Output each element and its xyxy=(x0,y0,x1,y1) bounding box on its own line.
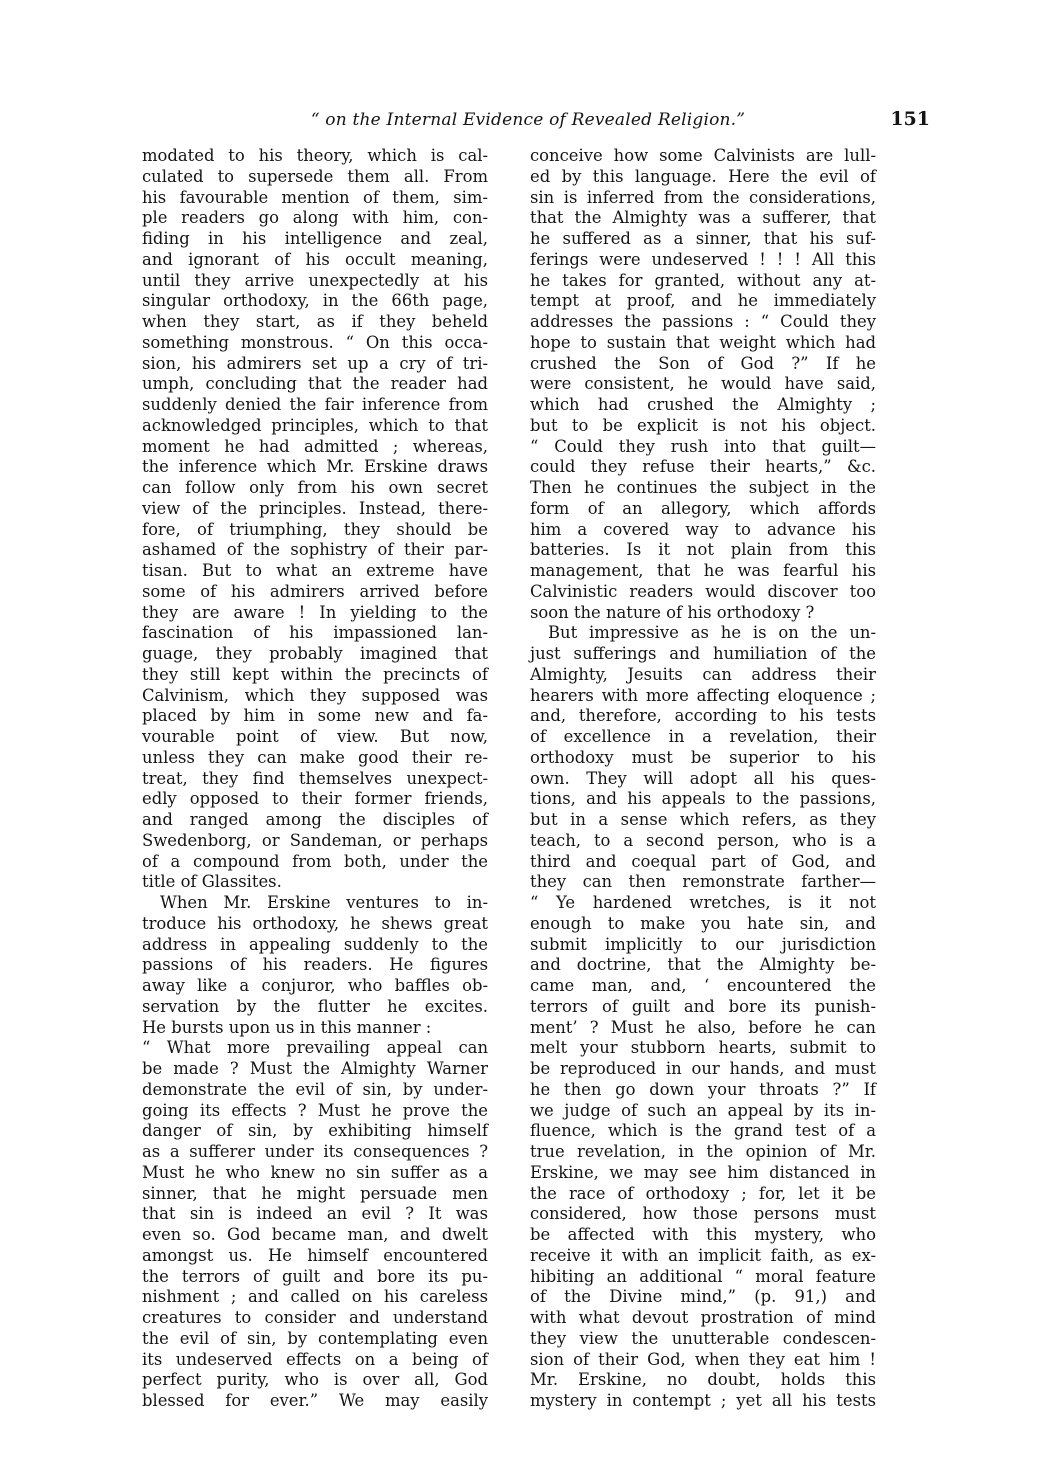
text-line: crushed the Son of God ?” If he xyxy=(530,353,876,373)
text-line: Then he continues the subject in the xyxy=(530,478,876,497)
page-number: 151 xyxy=(890,108,930,130)
text-line: ple readers go along with him, con- xyxy=(142,208,488,228)
text-line: but in a sense which refers, as they xyxy=(530,810,876,829)
text-line: and ignorant of his occult meaning, xyxy=(142,249,488,269)
text-line: were consistent, he would have said, xyxy=(530,374,876,394)
text-line: sion of their God, when they eat him ! xyxy=(530,1349,876,1369)
text-line: fore, of triumphing, they should be xyxy=(142,519,488,539)
text-line: suddenly denied the fair inference from xyxy=(142,395,488,414)
text-line: own. They will adopt all his ques- xyxy=(530,768,876,788)
text-line: melt your stubborn hearts, submit to xyxy=(530,1038,876,1058)
text-line: perfect purity, who is over all, God xyxy=(142,1370,488,1390)
text-line: unless they can make good their re- xyxy=(142,747,488,767)
text-line: vourable point of view. But now, xyxy=(142,727,488,746)
text-line: sinner, that he might persuade men xyxy=(142,1183,488,1203)
text-line: creatures to consider and understand xyxy=(142,1308,488,1327)
text-line: just sufferings and humiliation of the xyxy=(530,644,876,663)
text-line: demonstrate the evil of sin, by under- xyxy=(142,1079,488,1099)
text-line: the terrors of guilt and bore its pu- xyxy=(142,1266,488,1286)
text-line: be reproduced in our hands, and must xyxy=(530,1059,876,1078)
text-line: with what devout prostration of mind xyxy=(530,1308,876,1327)
text-line: He bursts upon us in this manner : xyxy=(142,1017,432,1037)
text-line: Mr. Erskine, no doubt, holds this xyxy=(530,1370,876,1390)
text-line: he takes for granted, without any at- xyxy=(530,270,876,290)
text-line: enough to make you hate sin, and xyxy=(530,913,876,933)
text-line: placed by him in some new and fa- xyxy=(142,706,488,726)
text-line: away like a conjuror, who baffles ob- xyxy=(142,976,488,995)
text-line: his favourable mention of them, sim- xyxy=(142,187,488,207)
text-line: considered, how those persons must xyxy=(530,1204,876,1224)
text-line: danger of sin, by exhibiting himself xyxy=(142,1121,488,1141)
text-line: sion, his admirers set up a cry of tri- xyxy=(142,353,488,373)
text-line: going its effects ? Must he prove the xyxy=(142,1100,488,1120)
text-line: hearers with more affecting eloquence ; xyxy=(530,685,876,705)
text-line: be made ? Must the Almighty Warner xyxy=(142,1059,488,1078)
text-line: that sin is indeed an evil ? It was xyxy=(142,1204,488,1224)
text-line: even so. God became man, and dwelt xyxy=(142,1225,488,1244)
text-line: as a sufferer under its consequences ? xyxy=(142,1142,488,1161)
text-line: But impressive as he is on the un- xyxy=(548,623,876,643)
text-line: blessed for ever.” We may easily xyxy=(142,1391,488,1410)
text-line: “ Could they rush into that guilt— xyxy=(530,436,876,456)
right-text-column xyxy=(530,146,876,1412)
text-line: servation by the flutter he excites. xyxy=(142,996,488,1016)
text-line: he then go down your throats ?” If xyxy=(530,1079,876,1099)
text-line: fascination of his impassioned lan- xyxy=(142,623,488,643)
text-line: soon the nature of his orthodoxy ? xyxy=(530,602,815,622)
text-line: moment he had admitted ; whereas, xyxy=(142,436,488,456)
text-line: When Mr. Erskine ventures to in- xyxy=(160,893,488,912)
text-line: mystery in contempt ; yet all his tests xyxy=(530,1391,876,1410)
text-line: and ranged among the disciples of xyxy=(142,810,488,829)
text-line: came man, and, ‘ encountered the xyxy=(530,976,876,995)
text-line: title of Glassites. xyxy=(142,872,282,892)
text-line: until they arrive unexpectedly at his xyxy=(142,270,488,290)
text-line: and, therefore, according to his tests xyxy=(530,706,876,726)
text-line: of excellence in a revelation, their xyxy=(530,727,876,746)
text-line: “ Ye hardened wretches, is it not xyxy=(530,893,876,912)
text-line: can follow only from his own secret xyxy=(142,478,488,497)
text-line: tempt at proof, and he immediately xyxy=(530,291,876,311)
text-line: guage, they probably imagined that xyxy=(142,644,488,663)
text-line: be affected with this mystery, who xyxy=(530,1225,876,1244)
text-line: that the Almighty was a sufferer, that xyxy=(530,208,876,228)
text-line: the evil of sin, by contemplating even xyxy=(142,1328,488,1348)
text-line: view of the principles. Instead, there- xyxy=(142,498,488,518)
text-line: Must he who knew no sin suffer as a xyxy=(142,1162,488,1182)
text-line: Calvinistic readers would discover too xyxy=(530,581,876,601)
text-line: fiding in his intelligence and zeal, xyxy=(142,229,488,248)
text-line: culated to supersede them all. From xyxy=(142,166,488,186)
text-line: Swedenborg, or Sandeman, or perhaps xyxy=(142,830,488,850)
text-line: something monstrous. “ On this occa- xyxy=(142,332,488,352)
text-line: hibiting an additional “ moral feature xyxy=(530,1266,876,1286)
text-line: hope to sustain that weight which had xyxy=(530,332,876,352)
text-line: fluence, which is the grand test of a xyxy=(530,1121,876,1141)
text-line: batteries. Is it not plain from this xyxy=(530,540,876,560)
text-line: they still kept within the precincts of xyxy=(142,664,488,684)
text-line: amongst us. He himself encountered xyxy=(142,1245,488,1265)
text-line: modated to his theory, which is cal- xyxy=(142,146,488,165)
text-line: ashamed of the sophistry of their par- xyxy=(142,540,488,560)
text-line: conceive how some Calvinists are lull- xyxy=(530,146,876,165)
text-line: some of his admirers arrived before xyxy=(142,581,488,601)
text-line: submit implicitly to our jurisdiction xyxy=(530,934,876,954)
text-line: could they refuse their hearts,” &c. xyxy=(530,457,876,477)
text-line: teach, to a second person, who is a xyxy=(530,830,876,850)
text-line: they are aware ! In yielding to the xyxy=(142,602,488,622)
text-line: ferings were undeserved ! ! ! All this xyxy=(530,249,876,269)
text-line: third and coequal part of God, and xyxy=(530,851,876,871)
text-line: Almighty, Jesuits can address their xyxy=(530,664,876,684)
text-line: management, that he was fearful his xyxy=(530,561,876,580)
text-line: but to be explicit is not his object. xyxy=(530,415,876,435)
text-line: nishment ; and called on his careless xyxy=(142,1287,488,1307)
text-line: singular orthodoxy, in the 66th page, xyxy=(142,291,488,311)
text-line: of a compound from both, under the xyxy=(142,851,488,871)
text-line: tisan. But to what an extreme have xyxy=(142,561,488,580)
text-line: sin is inferred from the considerations, xyxy=(530,187,876,207)
text-line: he suffered as a sinner, that his suf- xyxy=(530,229,876,248)
text-line: and doctrine, that the Almighty be- xyxy=(530,955,876,975)
text-line: the inference which Mr. Erskine draws xyxy=(142,457,488,477)
text-line: the race of orthodoxy ; for, let it be xyxy=(530,1183,876,1203)
text-line: troduce his orthodoxy, he shews great xyxy=(142,913,488,933)
running-title: “ on the Internal Evidence of Revealed Religion.” xyxy=(310,110,746,130)
text-line: Erskine, we may see him distanced in xyxy=(530,1162,876,1182)
text-line: when they start, as if they beheld xyxy=(142,312,488,331)
text-line: Calvinism, which they supposed was xyxy=(142,685,488,705)
running-header xyxy=(120,102,930,142)
text-line: true revelation, in the opinion of Mr. xyxy=(530,1142,876,1161)
text-line: edly opposed to their former friends, xyxy=(142,789,488,809)
text-line: passions of his readers. He figures xyxy=(142,955,488,975)
text-line: addresses the passions : “ Could they xyxy=(530,312,876,331)
text-line: treat, they find themselves unexpect- xyxy=(142,768,488,788)
text-line: ment’ ? Must he also, before he can xyxy=(530,1017,876,1037)
text-line: address in appealing suddenly to the xyxy=(142,934,488,954)
text-line: tions, and his appeals to the passions, xyxy=(530,789,876,809)
text-line: receive it with an implicit faith, as ex- xyxy=(530,1245,876,1265)
text-line: they view the unutterable condescen- xyxy=(530,1328,876,1348)
text-line: acknowledged principles, which to that xyxy=(142,415,488,435)
text-line: ed by this language. Here the evil of xyxy=(530,166,876,186)
left-text-column xyxy=(142,146,488,1412)
text-line: form of an allegory, which affords xyxy=(530,498,876,518)
text-line: terrors of guilt and bore its punish- xyxy=(530,996,876,1016)
text-line: its undeserved effects on a being of xyxy=(142,1349,488,1369)
text-line: they can then remonstrate farther— xyxy=(530,872,876,892)
text-line: “ What more prevailing appeal can xyxy=(142,1038,488,1058)
text-line: orthodoxy must be superior to his xyxy=(530,747,876,767)
text-line: we judge of such an appeal by its in- xyxy=(530,1100,876,1120)
text-line: umph, concluding that the reader had xyxy=(142,374,488,394)
text-line: of the Divine mind,” (p. 91,) and xyxy=(530,1287,876,1307)
text-line: which had crushed the Almighty ; xyxy=(530,395,876,414)
text-line: him a covered way to advance his xyxy=(530,519,876,539)
